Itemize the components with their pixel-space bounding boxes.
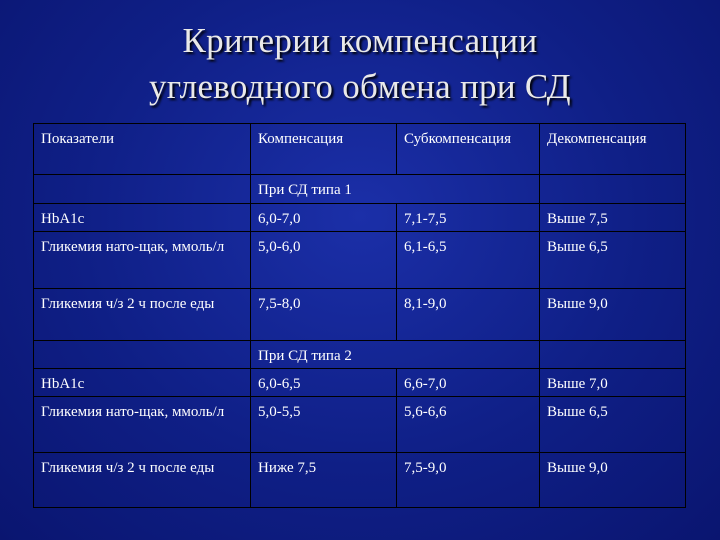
row-indicator: HbA1c — [34, 369, 251, 397]
header-compensation: Компенсация — [251, 124, 397, 175]
section-row-type2 — [34, 341, 686, 369]
slide-title-line-2: углеводного обмена при СД — [149, 67, 571, 106]
row-subcompensation: 7,1-7,5 — [397, 204, 540, 232]
table-header-row — [34, 124, 686, 175]
criteria-table — [33, 123, 686, 508]
slide-title — [0, 18, 720, 110]
section-empty-cell — [34, 341, 251, 369]
row-compensation: 5,0-5,5 — [251, 397, 397, 453]
row-indicator: Гликемия нато-щак, ммоль/л — [34, 232, 251, 289]
slide-title-line-1: Критерии компенсации — [182, 21, 538, 60]
table-row — [34, 397, 686, 453]
row-decompensation: Выше 6,5 — [540, 397, 686, 453]
row-decompensation: Выше 7,5 — [540, 204, 686, 232]
row-compensation: 7,5-8,0 — [251, 289, 397, 341]
table-row — [34, 232, 686, 289]
row-decompensation: Выше 6,5 — [540, 232, 686, 289]
row-decompensation: Выше 9,0 — [540, 453, 686, 508]
row-decompensation: Выше 7,0 — [540, 369, 686, 397]
row-subcompensation: 8,1-9,0 — [397, 289, 540, 341]
section-label-type2 — [251, 341, 540, 369]
row-indicator: HbA1c — [34, 204, 251, 232]
row-compensation: 6,0-7,0 — [251, 204, 397, 232]
section-label-type1 — [251, 175, 540, 204]
row-compensation: Ниже 7,5 — [251, 453, 397, 508]
section-row-type1 — [34, 175, 686, 204]
row-decompensation: Выше 9,0 — [540, 289, 686, 341]
section-empty-cell — [540, 175, 686, 204]
row-indicator: Гликемия ч/з 2 ч после еды — [34, 453, 251, 508]
section-empty-cell — [34, 175, 251, 204]
row-compensation: 5,0-6,0 — [251, 232, 397, 289]
table-row — [34, 289, 686, 341]
header-subcompensation: Субкомпенсация — [397, 124, 540, 175]
section-label-text: При СД типа 2 — [258, 348, 352, 364]
table-row — [34, 204, 686, 232]
row-subcompensation: 5,6-6,6 — [397, 397, 540, 453]
row-subcompensation: 7,5-9,0 — [397, 453, 540, 508]
row-subcompensation: 6,1-6,5 — [397, 232, 540, 289]
table-row — [34, 369, 686, 397]
row-compensation: 6,0-6,5 — [251, 369, 397, 397]
table-row — [34, 453, 686, 508]
row-indicator: Гликемия нато-щак, ммоль/л — [34, 397, 251, 453]
section-empty-cell — [540, 341, 686, 369]
header-indicators: Показатели — [34, 124, 251, 175]
header-decompensation: Декомпенсация — [540, 124, 686, 175]
section-label-text: При СД типа 1 — [258, 182, 352, 198]
row-indicator: Гликемия ч/з 2 ч после еды — [34, 289, 251, 341]
row-subcompensation: 6,6-7,0 — [397, 369, 540, 397]
